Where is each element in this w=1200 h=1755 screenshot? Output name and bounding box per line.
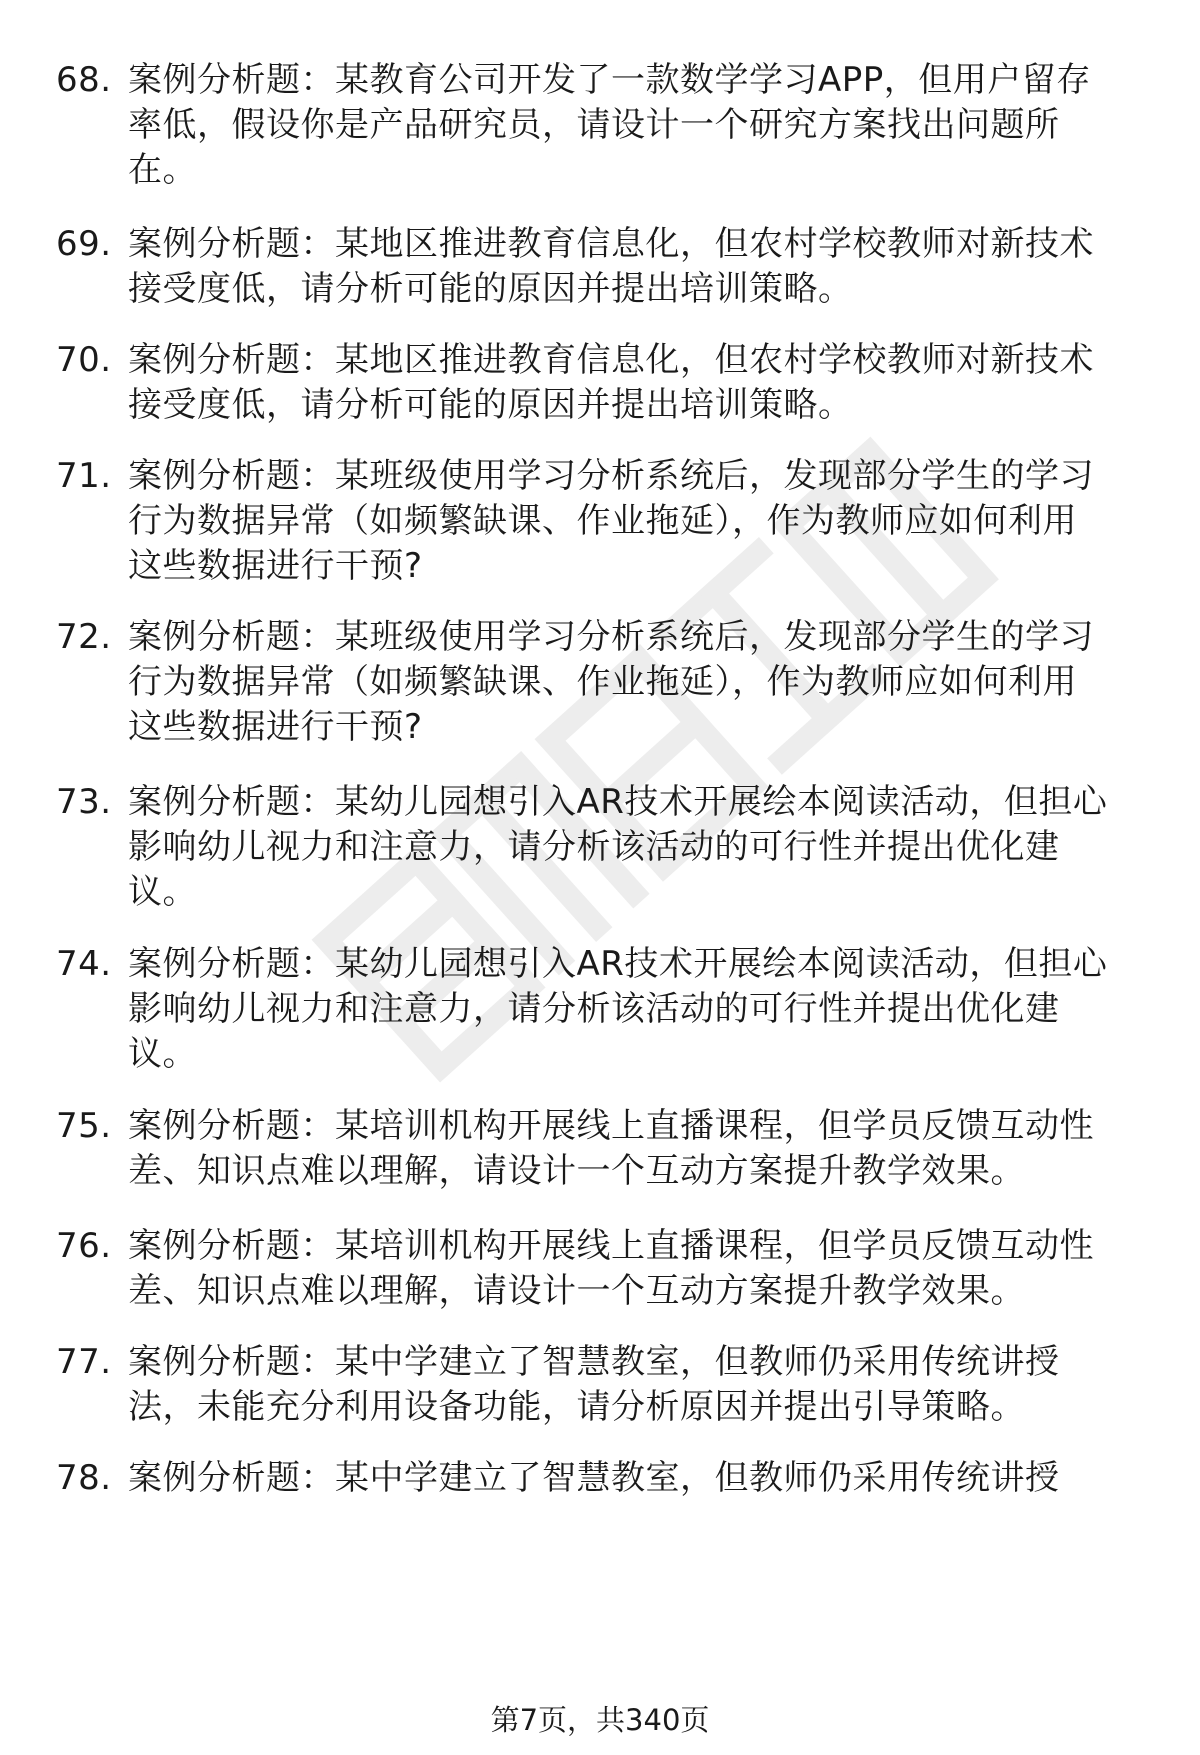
question-number: 70.: [56, 340, 112, 380]
question-line: 案例分析题：某教育公司开发了一款数学学习APP，但用户留存: [128, 60, 1091, 100]
question-text: [128, 780, 1200, 915]
question-text: [128, 1340, 1200, 1430]
question-line: 这些数据进行干预?: [128, 707, 423, 747]
question-line: 议。: [128, 872, 197, 912]
question-line: 法，未能充分利用设备功能，请分析原因并提出引导策略。: [128, 1387, 1025, 1427]
question-line: 案例分析题：某幼儿园想引入AR技术开展绘本阅读活动，但担心: [128, 782, 1108, 822]
question-number: 68.: [56, 60, 112, 100]
question-number: 77.: [56, 1342, 112, 1382]
question-line: 案例分析题：某地区推进教育信息化，但农村学校教师对新技术: [128, 340, 1094, 380]
question-number: 69.: [56, 224, 112, 264]
page-footer: [0, 1700, 1200, 1740]
question-text: [128, 222, 1200, 312]
question-text: [128, 1104, 1200, 1194]
question-text: [128, 454, 1200, 589]
question-line: 行为数据异常（如频繁缺课、作业拖延），作为教师应如何利用: [128, 501, 1077, 541]
question-text: [128, 58, 1200, 193]
question-text: [128, 1456, 1200, 1501]
question-line: 差、知识点难以理解，请设计一个互动方案提升教学效果。: [128, 1151, 1025, 1191]
question-line: 行为数据异常（如频繁缺课、作业拖延），作为教师应如何利用: [128, 662, 1077, 702]
question-line: 接受度低，请分析可能的原因并提出培训策略。: [128, 385, 853, 425]
question-text: [128, 615, 1200, 750]
question-line: 案例分析题：某幼儿园想引入AR技术开展绘本阅读活动，但担心: [128, 944, 1108, 984]
question-line: 案例分析题：某培训机构开展线上直播课程，但学员反馈互动性: [128, 1106, 1094, 1146]
question-line: 议。: [128, 1034, 197, 1074]
question-number: 74.: [56, 944, 112, 984]
question-line: 在。: [128, 150, 197, 190]
question-line: 差、知识点难以理解，请设计一个互动方案提升教学效果。: [128, 1271, 1025, 1311]
question-line: 案例分析题：某中学建立了智慧教室，但教师仍采用传统讲授: [128, 1342, 1060, 1382]
question-line: 案例分析题：某班级使用学习分析系统后，发现部分学生的学习: [128, 617, 1094, 657]
question-text: [128, 1224, 1200, 1314]
question-text: [128, 942, 1200, 1077]
question-line: 案例分析题：某地区推进教育信息化，但农村学校教师对新技术: [128, 224, 1094, 264]
question-number: 72.: [56, 617, 112, 657]
question-number: 78.: [56, 1458, 112, 1498]
question-number: 71.: [56, 456, 112, 496]
question-number: 76.: [56, 1226, 112, 1266]
question-text: [128, 338, 1200, 428]
question-line: 影响幼儿视力和注意力，请分析该活动的可行性并提出优化建: [128, 827, 1060, 867]
question-line: 案例分析题：某中学建立了智慧教室，但教师仍采用传统讲授: [128, 1458, 1060, 1498]
question-number: 73.: [56, 782, 112, 822]
question-line: 案例分析题：某培训机构开展线上直播课程，但学员反馈互动性: [128, 1226, 1094, 1266]
question-line: 接受度低，请分析可能的原因并提出培训策略。: [128, 269, 853, 309]
question-line: 案例分析题：某班级使用学习分析系统后，发现部分学生的学习: [128, 456, 1094, 496]
question-line: 影响幼儿视力和注意力，请分析该活动的可行性并提出优化建: [128, 989, 1060, 1029]
question-number: 75.: [56, 1106, 112, 1146]
question-line: 率低，假设你是产品研究员，请设计一个研究方案找出问题所: [128, 105, 1060, 145]
page-number-label: 第7页，共340页: [490, 1703, 710, 1737]
question-line: 这些数据进行干预?: [128, 546, 423, 586]
